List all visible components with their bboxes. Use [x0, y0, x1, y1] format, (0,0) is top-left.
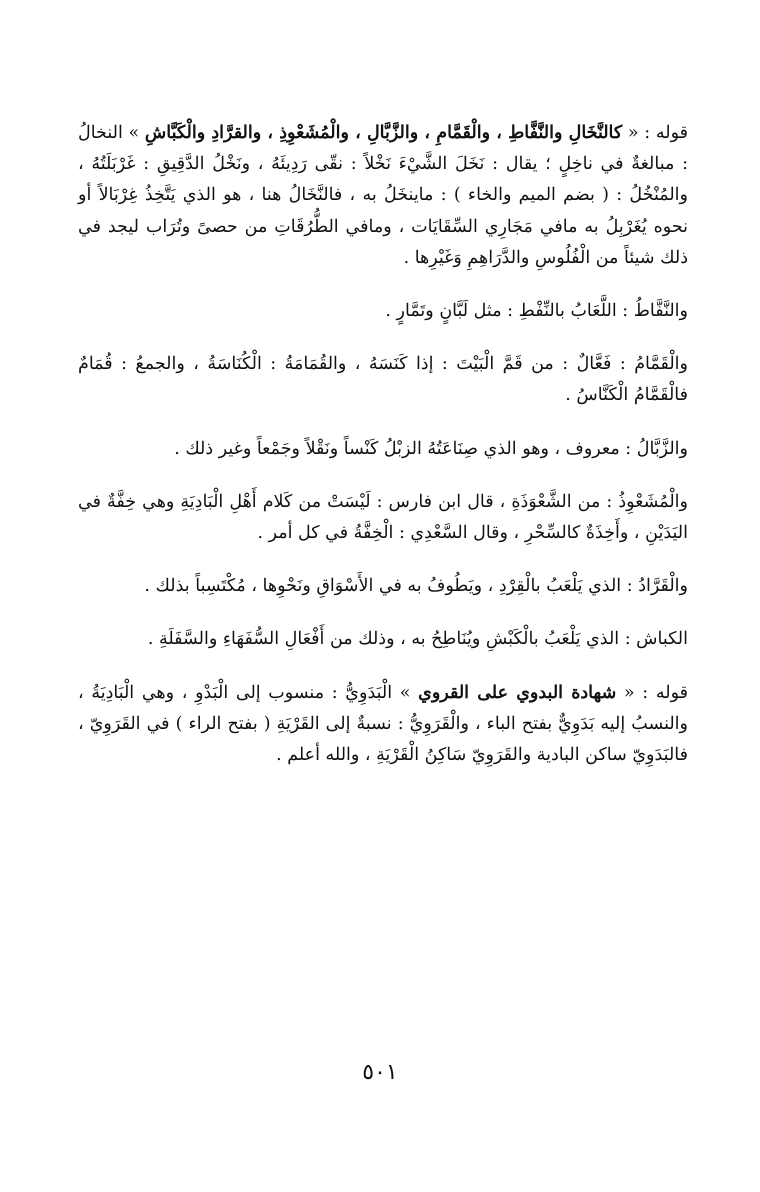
- entry-heading: شهادة البدوي على القروي: [418, 682, 617, 703]
- paragraph-text: » النخالُ : مبالغةٌ في ناخِلٍ ؛ يقال : نَخَلَ الشَّيْءَ نَخْلاً : نقّى رَدِيئَهُ ، ونَخْلُ الدَّقِيقِ : غَرْبَلَتُهُ ، والمُنْخُلُ : ( بضم الميم والخاء ) : ماينخَلُ به ، فالنَّخَالُ هنا ، هو الذي يَتَّخِذُ غِرْبَالاً أو نحوه يُغَرْبِلُ به مافي مَجَارِي السِّقَايَات ، ومافي الطُّرُقَاتِ من حصىً وتُرَاب ليجد في ذلك شيئاً من الْفُلُوسِ والدَّرَاهِمِ وَغَيْرِها .: [78, 123, 688, 268]
- paragraph-text: الكباش : الذي يَلْعَبُ بالْكَبْشِ ويُنَاطِحُ به ، وذلك من أَفْعَالِ السُّفَهَاءِ والسَّفَلَةِ .: [147, 629, 688, 650]
- page-body: [78, 118, 688, 793]
- paragraph-kabbash: [78, 624, 688, 655]
- page-number: ٥٠١: [362, 1060, 398, 1085]
- paragraph-text: » الْبَدَوِيُّ : منسوب إلى الْبَدْوِ ، وهي الْبَادِيَةُ ، والنسبُ إليه بَدَوِيٌّ بفتح الباء ، والْقَرَوِيُّ : نسبةٌ إلى القَرْيَةِ ( بفتح الراء ) في القَرَوِيّ ، فالبَدَوِيّ ساكن البادية والقَرَوِيّ سَاكِنُ الْقَرْيَةِ ، والله أعلم .: [78, 682, 688, 766]
- paragraph-text: والْمُشَعْوِذُ : من الشَّعْوَذَةِ ، قال ابن فارس : لَيْسَتْ من كَلام أَهْلِ الْبَادِيَةِ وهي خِفَّةٌ في اليَدَيْنِ ، وأَخِذَةٌ كالسِّحْرِ ، وقال السَّعْدِي : الْخِفَّةُ في كل أمر .: [78, 491, 688, 544]
- paragraph-mushawidh: [78, 487, 688, 549]
- paragraph-nakhkhal: [78, 118, 688, 274]
- paragraph-naffat: [78, 296, 688, 327]
- paragraph-qarrad: [78, 571, 688, 602]
- paragraph-text: والنَّفَّاطُ : اللَّعَابُ بالنِّفْطِ : مثل لَبَّانٍ وتَمَّارٍ .: [385, 301, 688, 322]
- paragraph-qammam: [78, 349, 688, 411]
- paragraph-lead: قوله : «: [622, 123, 688, 143]
- paragraph-lead: قوله : «: [616, 682, 688, 703]
- entry-heading: كالنَّخَالِ والنَّفَّاطِ ، والْقَمَّامِ ، والزَّبَّالِ ، والْمُشَعْوِذِ ، والقرَّادِ والْكَبَّاشِ: [144, 123, 623, 143]
- paragraph-text: والْقَرَّادُ : الذي يَلْعَبُ بالْقِرْدِ ، ويَطُوفُ به في الأَسْوَاقِ ونَحْوِها ، مُكْتَسِباً بذلك .: [144, 576, 688, 597]
- paragraph-text: والزَّبَّالُ : معروف ، وهو الذي صِنَاعَتُهُ الزبْلُ كَنْساً ونَقْلاً وجَمْعاً وغير ذلك .: [174, 438, 688, 459]
- paragraph-text: والْقَمَّامُ : فَعَّالٌ : من قَمَّ الْبَيْتَ : إذا كَنَسَهُ ، والقُمَامَةُ : الْكُنَاسَةُ ، والجمعُ : قُمَامٌ فالْقَمَّامُ الْكَنَّاسُ .: [78, 354, 688, 406]
- paragraph-badawi: [78, 678, 688, 772]
- paragraph-zabbal: [78, 434, 688, 465]
